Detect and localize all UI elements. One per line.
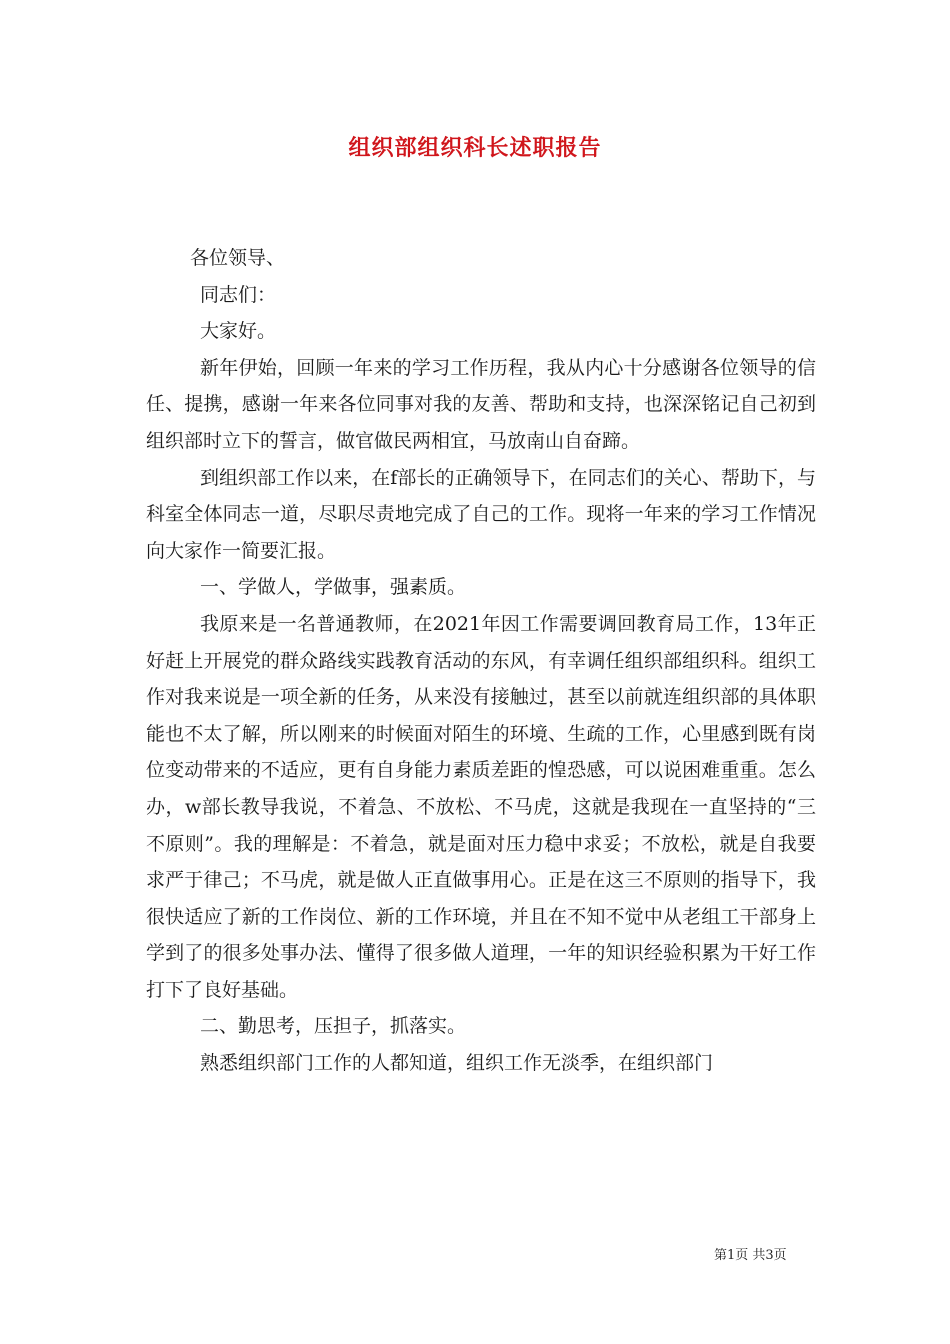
- paragraph: 到组织部工作以来，在f部长的正确领导下，在同志们的关心、帮助下，与科室全体同志一道，尽职尽责地完成了自己的工作。现将一年来的学习工作情况向大家作一简要汇报。: [146, 466, 816, 562]
- section-heading: 二、勤思考，压担子，抓落实。: [200, 1015, 467, 1038]
- document-title: 组织部组织科长述职报告: [348, 135, 602, 161]
- salutation-leaders: 各位领导、: [190, 247, 286, 269]
- paragraph: 新年伊始，回顾一年来的学习工作历程，我从内心十分感谢各位领导的信任、提携，感谢一年来各位同事对我的友善、帮助和支持，也深深铭记自己初到组织部时立下的誓言，做官做民两相宜，马放南山自奋蹄。: [146, 356, 816, 452]
- greeting: 大家好。: [200, 320, 277, 343]
- section-heading: 一、学做人，学做事，强素质。: [200, 576, 467, 599]
- page-number: 第1页 共3页: [714, 1248, 787, 1263]
- document-body: [146, 240, 816, 1082]
- paragraph: 我原来是一名普通教师，在2021年因工作需要调回教育局工作，13年正好赶上开展党的群众路线实践教育活动的东风，有幸调任组织部组织科。组织工作对我来说是一项全新的任务，从来没有接触过，甚至以前就连组织部的具体职能也不太了解，所以刚来的时候面对陌生的环境、生疏的工作，心里感到既有岗位变动带来的不适应，更有自身能力素质差距的惶恐感，可以说困难重重。怎么办，w部长教导我说，不着急、不放松、不马虎，这就是我现在一直坚持的“三不原则”。我的理解是：不着急，就是面对压力稳中求妥；不放松，就是自我要求严于律己；不马虎，就是做人正直做事用心。正是在这三不原则的指导下，我很快适应了新的工作岗位、新的工作环境，并且在不知不觉中从老组工干部身上学到了的很多处事办法、懂得了很多做人道理，一年的知识经验积累为干好工作打下了良好基础。: [146, 612, 816, 1001]
- salutation-comrades: 同志们：: [200, 283, 277, 306]
- paragraph: 熟悉组织部门工作的人都知道，组织工作无淡季，在组织部门: [200, 1052, 714, 1075]
